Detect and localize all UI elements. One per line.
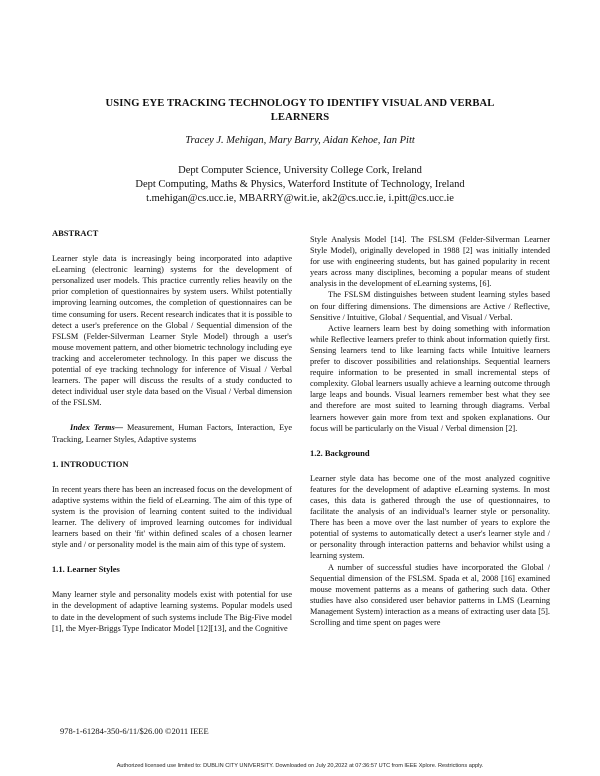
author-list: Tracey J. Mehigan, Mary Barry, Aidan Kehoe, Ian Pitt (185, 135, 415, 146)
index-terms-label: Index Terms— (70, 423, 124, 433)
dimensions-paragraph: The FSLSM distinguishes between student learning styles based on four differing dimensions. The dimensions are Active / Reflective, Sensitive / Intuitive, Global / Sequential, and Visual / Verbal. (310, 290, 550, 322)
introduction-text: In recent years there has been an increased focus on the development of adaptive systems within the field of eLearning. The aim of this type of system is the provision of learning content suited to the individual learner. The delivery of improved learning outcomes for individual learners based on their 'fit' within defined scales of a chosen learner style and / or personality model is the main aim of this type of system. (52, 484, 292, 550)
learner-types-paragraph: Active learners learn best by doing something with information while Reflective learners prefer to think about information quietly first. Sensing learners tend to like learning facts while Intuitive learners prefer to discover possibilities and relationships. Sequential learners require information to be presented in small incremental steps of complexity. Global learners usually achieve a learning outcome through large leaps and bounds. Visual learners remember best what they see and therefore are most suited to learning through diagrams. Verbal learners however gain more from text and spoken explanations. Our focus will be particularly on the Visual / Verbal dimension [2]. (310, 323, 550, 433)
learner-styles-text: Many learner style and personality models exist with potential for use in the development of adaptive learning systems. Popular models used to date in the development of such systems include The Big-Five model [1], the Myer-Briggs Type Indicator Model [12][13], and the Cognitive (52, 590, 292, 633)
background-heading: 1.2. Background (310, 447, 370, 458)
introduction-heading: 1. INTRODUCTION (52, 458, 129, 469)
right-column (310, 234, 550, 628)
abstract-heading: ABSTRACT (52, 228, 99, 238)
title-line-2: LEARNERS (270, 111, 330, 123)
index-terms (52, 422, 292, 444)
author-emails: t.mehigan@cs.ucc.ie, MBARRY@wit.ie, ak2@cs.ucc.ie, i.pitt@cs.ucc.ie (146, 193, 454, 204)
authorized-use-notice: Authorized licensed use limited to: DUBLIN CITY UNIVERSITY. Downloaded on July 20,2022 at 07:36:57 UTC from IEEE Xplore. Restrictions apply. (116, 763, 484, 769)
background-paragraph-1: Learner style data has become one of the most analyzed cognitive features for the development of adaptive eLearning systems. In most cases, this data is gathered through the use of questionnaires, to facilitate the analysis of an individual's learner style or personality. There has been a move over the last number of years to explore the potential of systems to automatically detect a user's learner style and / or personality through interaction patterns and behavior whilst using a learning system. (310, 473, 550, 561)
title-line-1: USING EYE TRACKING TECHNOLOGY TO IDENTIFY VISUAL AND VERBAL (105, 98, 495, 109)
index-terms-text: Measurement, Human Factors, Interaction, Eye Tracking, Learner Styles, Adaptive systems (52, 423, 293, 444)
left-column (52, 228, 292, 634)
learner-styles-heading: 1.1. Learner Styles (52, 564, 120, 575)
background-paragraph-2: A number of successful studies have incorporated the Global / Sequential dimension of the FSLSM. Spada et al, 2008 [16] examined mouse movement patterns as a means of gathering such data. Other studies have also considered user behavior patterns in LMS (Learning Management System) interaction as a means of extracting user data [5]. Scrolling and time spent on pages were (310, 562, 550, 627)
isbn-copyright: 978-1-61284-350-6/11/$26.00 ©2011 IEEE (60, 726, 209, 736)
paper-title (70, 97, 530, 124)
affiliation-ucc: Dept Computer Science, University College Cork, Ireland (178, 165, 422, 176)
fslsm-paragraph: Style Analysis Model [14]. The FSLSM (Felder-Silverman Learner Style Model), originally developed in 1988 [2] was initially intended for use with engineering students, but has gained popularity in recent years across many disciplines, becoming a popular means of student analysis in the development of eLearning systems, [6]. (310, 235, 550, 289)
abstract-text: Learner style data is increasingly being incorporated into adaptive eLearning (electronic learning) systems for the development of personalized user models. This practice currently relies heavily on the prior completion of questionnaires by system users. Whilst potentially improving learning outcomes, the completion of questionnaires can be time consuming for users. Recent research indicates that it is possible to detect a user's preference on the Global / Sequential dimension of the FSLSM (Felder-Silverman Learner Style Model) through a user's mouse movement pattern, and other biometric technology including eye tracking and accelerometer technology. In this paper we discuss the potential of eye tracking technology for inference of Visual / Verbal learners. The paper will discuss the results of a study conducted to detect individual user style data based on the Visual / Verbal dimension of the FSLSM. (52, 254, 292, 408)
affiliation-wit: Dept Computing, Maths & Physics, Waterford Institute of Technology, Ireland (135, 179, 465, 190)
